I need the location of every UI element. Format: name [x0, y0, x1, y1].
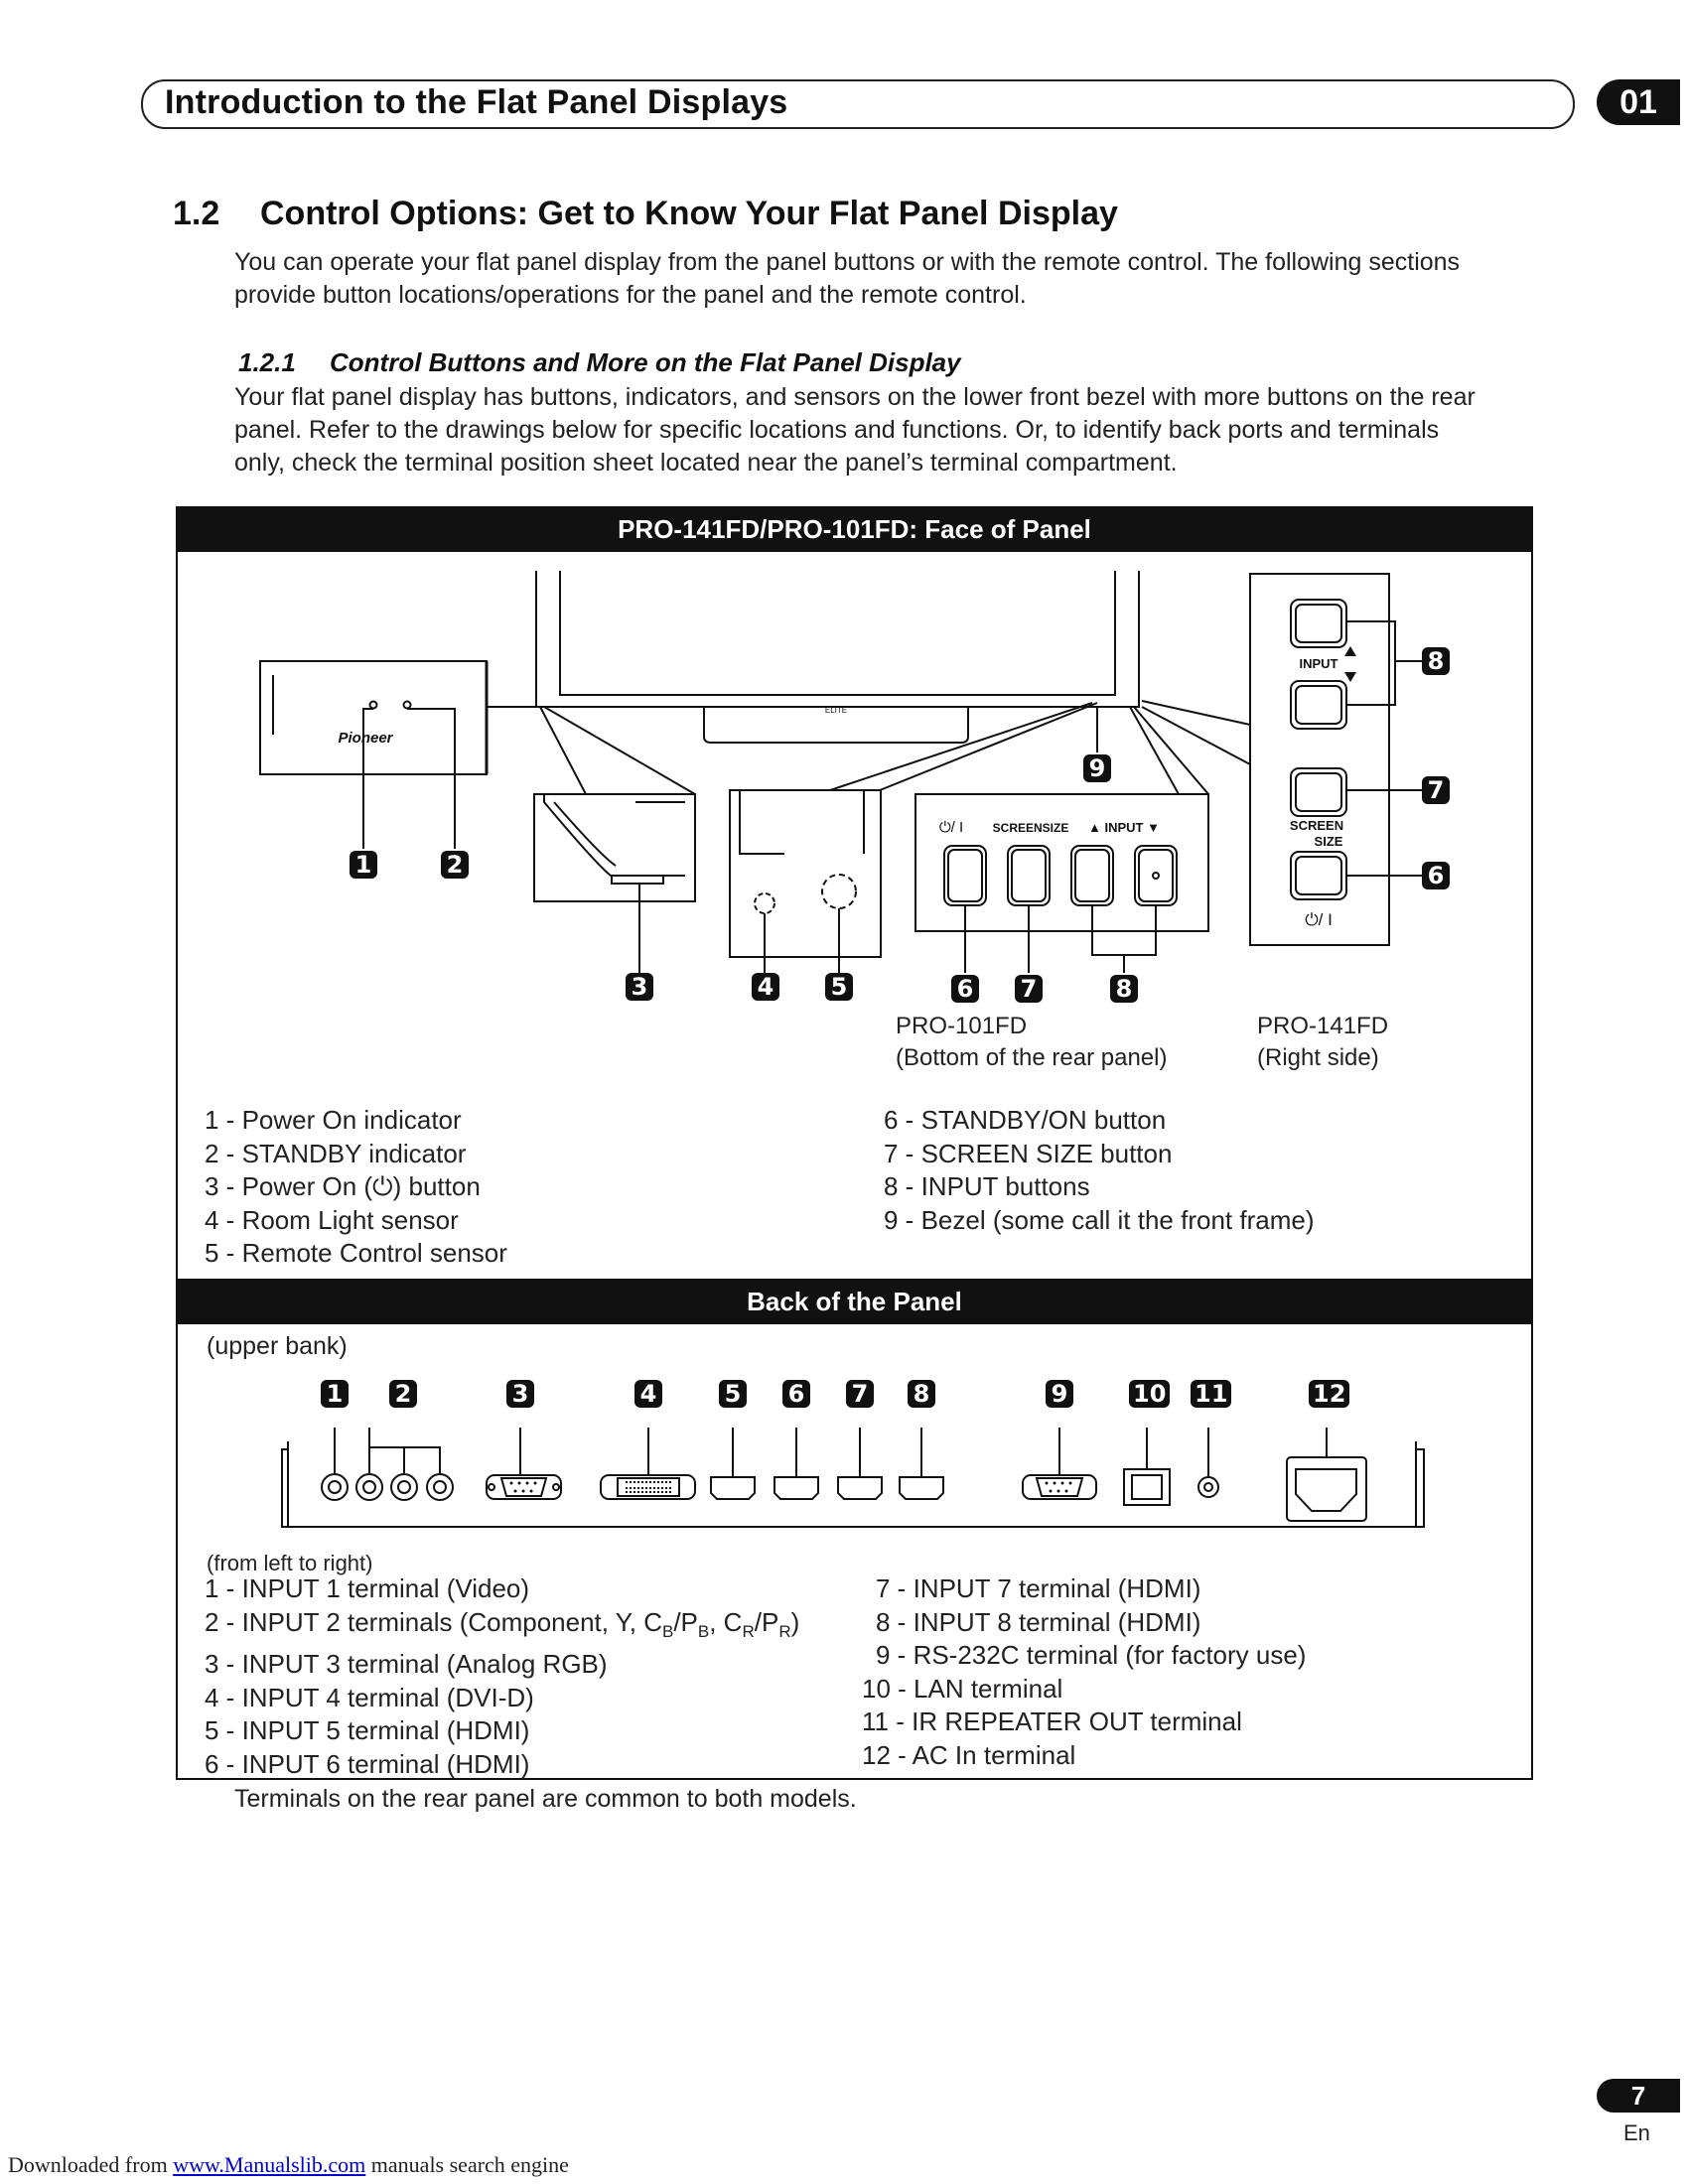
legend-item: 3 - Power On (⏻) button [205, 1171, 481, 1201]
legend-item: 5 - Remote Control sensor [205, 1238, 507, 1268]
label-standby-side: ⏻/ I [1305, 910, 1333, 929]
legend-item: 11 - IR REPEATER OUT terminal [862, 1706, 1242, 1736]
manualslib-link[interactable]: www.Manualslib.com [173, 2152, 366, 2177]
caption-pro101 [896, 1011, 1167, 1074]
legend-item: 3 - INPUT 3 terminal (Analog RGB) [205, 1649, 608, 1680]
legend-item: 7 - INPUT 7 terminal (HDMI) [876, 1573, 1201, 1603]
face-callout-1: 1 [350, 851, 377, 879]
subscript-b: B [661, 1621, 674, 1641]
bezel-logo: ELITE [824, 706, 848, 715]
subsection-number: 1.2.1 [238, 347, 296, 377]
download-suffix: manuals search engine [365, 2152, 569, 2177]
face-callout-4: 4 [752, 973, 779, 1001]
legend-item: 8 - INPUT 8 terminal (HDMI) [876, 1606, 1201, 1637]
download-notice [8, 2152, 569, 2178]
subscript-r: R [742, 1621, 755, 1641]
side-callout-6: 6 [1422, 862, 1450, 889]
face-bar-title: PRO-141FD/PRO-101FD: Face of Panel [176, 506, 1533, 552]
face-legend-right [884, 1104, 1314, 1237]
legend-item-text: , C [709, 1606, 743, 1637]
legend-item-text: 2 - INPUT 2 terminals (Component, Y, C [205, 1606, 662, 1637]
back-callout-1: 1 [321, 1380, 349, 1408]
subsection-line-2: panel. Refer to the drawings below for specific locations and functions. Or, to identify back ports and terminals [234, 416, 1440, 444]
side-callout-8: 8 [1422, 647, 1450, 675]
face-callout-2: 2 [441, 851, 469, 879]
legend-item: 4 - INPUT 4 terminal (DVI-D) [205, 1682, 534, 1712]
section-heading [173, 195, 1118, 233]
face-callout-3: 3 [626, 973, 653, 1001]
back-callout-7: 7 [846, 1380, 874, 1408]
legend-item: 5 - INPUT 5 terminal (HDMI) [205, 1715, 530, 1746]
back-callout-11: 11 [1191, 1380, 1231, 1408]
legend-item: 9 - Bezel (some call it the front frame) [884, 1204, 1315, 1235]
label-input-side: INPUT [1299, 656, 1338, 671]
caption-pro101-note: (Bottom of the rear panel) [896, 1044, 1168, 1071]
back-callout-8: 8 [908, 1380, 935, 1408]
legend-item-text: /P [673, 1606, 698, 1637]
legend-item: 8 - INPUT buttons [884, 1171, 1090, 1201]
legend-item: 9 - RS-232C terminal (for factory use) [876, 1640, 1307, 1670]
subsection-line-3: only, check the terminal position sheet located near the panel’s terminal compartment. [234, 449, 1178, 477]
face-callout-6: 6 [951, 975, 979, 1003]
label-screensize: SCREENSIZE [992, 821, 1069, 835]
section-number: 1.2 [173, 195, 220, 232]
face-callout-9: 9 [1083, 754, 1111, 782]
legend-item-text: ) [790, 1606, 800, 1637]
back-callout-2: 2 [389, 1380, 417, 1408]
face-legend-left [205, 1104, 507, 1271]
back-legend-right [862, 1572, 1306, 1772]
face-callout-5: 5 [825, 973, 853, 1001]
section-intro-line-1: You can operate your flat panel display from the panel buttons or with the remote control. The following sections [234, 248, 1461, 276]
back-callout-9: 9 [1046, 1380, 1073, 1408]
legend-item-text: /P [754, 1606, 779, 1637]
section-title: Control Options: Get to Know Your Flat Panel Display [260, 195, 1118, 232]
back-bar-title: Back of the Panel [176, 1279, 1533, 1324]
back-callout-10: 10 [1129, 1380, 1170, 1408]
back-callout-5: 5 [719, 1380, 747, 1408]
upper-bank-label: (upper bank) [207, 1332, 348, 1360]
legend-item [205, 1606, 799, 1649]
legend-item: 10 - LAN terminal [862, 1673, 1063, 1704]
legend-item: 4 - Room Light sensor [205, 1204, 459, 1235]
caption-pro141-note: (Right side) [1257, 1044, 1379, 1071]
face-callout-7: 7 [1015, 975, 1043, 1003]
caption-pro101-model: PRO-101FD [896, 1013, 1028, 1039]
language-code: En [1623, 2120, 1650, 2145]
label-standby: ⏻/ I [938, 819, 964, 836]
label-screen-side: SCREEN [1289, 818, 1344, 833]
rear-note: Terminals on the rear panel are common to both models. [234, 1785, 857, 1813]
subsection-body [234, 381, 1575, 479]
legend-item: 2 - STANDBY indicator [205, 1138, 467, 1168]
side-callout-7: 7 [1422, 776, 1450, 804]
caption-pro141-model: PRO-141FD [1257, 1013, 1389, 1039]
subsection-line-1: Your flat panel display has buttons, indicators, and sensors on the lower front bezel with more buttons on the rear [234, 383, 1476, 411]
chapter-tab: 01 [1597, 79, 1680, 125]
subscript-b: B [697, 1621, 710, 1641]
page-header-title: Introduction to the Flat Panel Displays [165, 83, 788, 121]
back-legend-left [205, 1572, 799, 1781]
legend-item: 1 - Power On indicator [205, 1105, 462, 1135]
face-callout-8: 8 [1110, 975, 1138, 1003]
legend-item: 6 - STANDBY/ON button [884, 1105, 1167, 1135]
back-callout-4: 4 [634, 1380, 662, 1408]
label-size-side: SIZE [1314, 834, 1343, 849]
back-callout-12: 12 [1309, 1380, 1349, 1408]
subsection-heading [238, 347, 961, 378]
section-intro [234, 246, 1575, 312]
label-input: ▲ INPUT ▼ [1088, 820, 1160, 835]
order-note: (from left to right) [207, 1551, 373, 1575]
section-intro-line-2: provide button locations/operations for the panel and the remote control. [234, 281, 1027, 309]
subsection-title: Control Buttons and More on the Flat Panel Display [330, 347, 961, 377]
legend-item: 7 - SCREEN SIZE button [884, 1138, 1173, 1168]
page-number-tab: 7 [1597, 2079, 1680, 2113]
subscript-r: R [778, 1621, 791, 1641]
legend-item: 12 - AC In terminal [862, 1739, 1076, 1770]
back-callout-6: 6 [782, 1380, 810, 1408]
legend-item: 1 - INPUT 1 terminal (Video) [205, 1573, 530, 1603]
legend-item: 6 - INPUT 6 terminal (HDMI) [205, 1748, 530, 1779]
back-callout-3: 3 [506, 1380, 534, 1408]
caption-pro141 [1257, 1011, 1388, 1074]
pioneer-logo: Pioneer [338, 730, 393, 747]
download-prefix: Downloaded from [8, 2152, 174, 2177]
